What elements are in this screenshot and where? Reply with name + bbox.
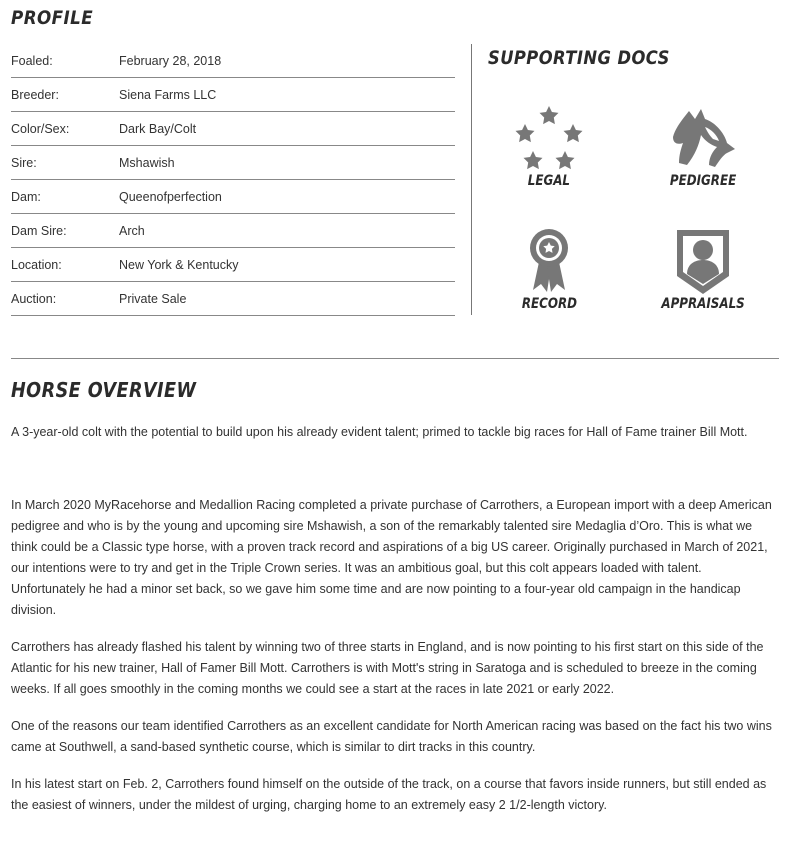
profile-label: Breeder: bbox=[11, 87, 59, 102]
profile-row-foaled bbox=[11, 45, 455, 78]
horse-overview-title: HORSE OVERVIEW bbox=[11, 378, 197, 402]
profile-table bbox=[11, 45, 455, 316]
ribbon-icon bbox=[511, 228, 587, 296]
profile-value: Mshawish bbox=[119, 155, 175, 170]
profile-label: Dam Sire: bbox=[11, 223, 67, 238]
profile-value: Siena Farms LLC bbox=[119, 87, 217, 102]
profile-value: Dark Bay/Colt bbox=[119, 121, 197, 136]
vertical-divider bbox=[471, 44, 472, 315]
section-divider bbox=[11, 358, 779, 359]
supporting-docs-title: SUPPORTING DOCS bbox=[488, 47, 670, 69]
profile-row-location bbox=[11, 248, 455, 282]
doc-record-link[interactable] bbox=[494, 228, 604, 312]
profile-row-color-sex bbox=[11, 112, 455, 146]
profile-value: Arch bbox=[119, 223, 145, 238]
doc-appraisals-link[interactable] bbox=[648, 228, 758, 312]
profile-value: Private Sale bbox=[119, 291, 187, 306]
profile-label: Color/Sex: bbox=[11, 121, 70, 136]
profile-label: Dam: bbox=[11, 189, 41, 204]
profile-value: Queenofperfection bbox=[119, 189, 222, 204]
profile-label: Location: bbox=[11, 257, 62, 272]
overview-paragraph: A 3-year-old colt with the potential to build upon his already evident talent; primed to tackle big races for Hall of Fame trainer Bill Mott. bbox=[11, 425, 748, 439]
doc-pedigree-link[interactable] bbox=[648, 105, 758, 189]
profile-label: Foaled: bbox=[11, 54, 53, 68]
profile-row-dam-sire bbox=[11, 214, 455, 248]
profile-row-dam bbox=[11, 180, 455, 214]
doc-legal-link[interactable] bbox=[494, 105, 604, 189]
doc-appraisals-label: APPRAISALS bbox=[661, 296, 745, 312]
profile-title: PROFILE bbox=[11, 7, 94, 29]
profile-row-auction bbox=[11, 282, 455, 316]
overview-body bbox=[11, 422, 779, 816]
profile-label: Auction: bbox=[11, 291, 57, 306]
overview-paragraph: Carrothers has already flashed his talent by winning two of three starts in England, and is now pointing to his first start on this side of the Atlantic for his new trainer, Hall of Famer Bill Mott. Carrothers is with Mott's string in Saratoga and is scheduled to breeze in the coming weeks. If all goes smoothly in the coming months we could see a start at the races in late 2021 or early 2022. bbox=[11, 640, 764, 696]
profile-row-breeder bbox=[11, 78, 455, 112]
overview-paragraph: One of the reasons our team identified Carrothers as an excellent candidate for North American racing was based on the fact his two wins came at Southwell, a sand-based synthetic course, which is similar to dirt tracks in this country. bbox=[11, 719, 772, 754]
profile-value: New York & Kentucky bbox=[119, 257, 239, 272]
doc-legal-label: LEGAL bbox=[527, 173, 571, 189]
overview-paragraph: In March 2020 MyRacehorse and Medallion Racing completed a private purchase of Carrothers, a European import with a deep American pedigree and who is by the young and upcoming sire Mshawish, a son of the remarkably talented sire Medaglia d’Oro. This is what we think could be a Classic type horse, with a proven track record and aspirations of a big US career. Originally purchased in March of 2021, our intentions were to try and get in the Triple Crown series. It was an ambitious goal, but this colt appears loaded with talent. Unfortunately he had a minor set back, so we gave him some time and are now pointing to a four-year old campaign in the handicap division. bbox=[11, 498, 772, 617]
portrait-badge-icon bbox=[665, 228, 741, 296]
doc-record-label: RECORD bbox=[521, 296, 577, 312]
overview-paragraph: In his latest start on Feb. 2, Carrothers found himself on the outside of the track, on a course that favors inside runners, but still ended as the easiest of winners, under the mildest of urging, charging home to an extremely easy 2 1/2-length victory. bbox=[11, 777, 767, 812]
doc-pedigree-label: PEDIGREE bbox=[669, 173, 737, 189]
profile-value: February 28, 2018 bbox=[119, 54, 222, 68]
profile-row-sire bbox=[11, 146, 455, 180]
profile-label: Sire: bbox=[11, 155, 37, 170]
stars-icon bbox=[511, 105, 587, 173]
horse-head-icon bbox=[665, 105, 741, 173]
